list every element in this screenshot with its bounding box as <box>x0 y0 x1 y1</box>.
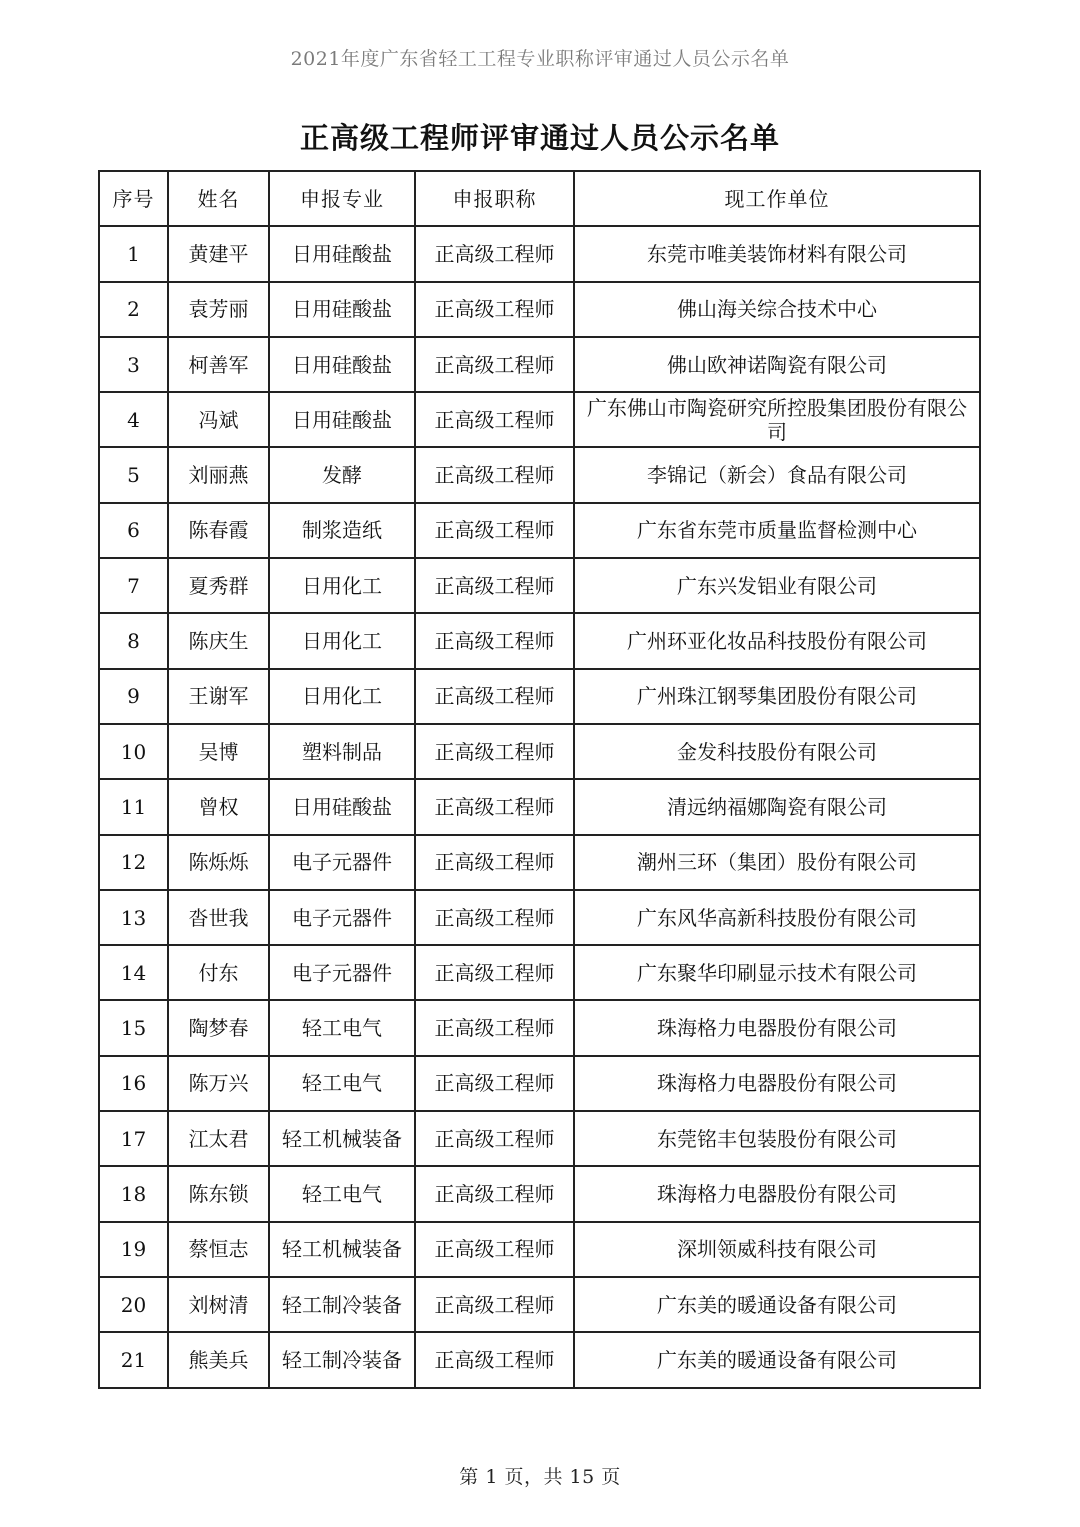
cell-serial: 19 <box>99 1222 168 1277</box>
cell-name: 刘树清 <box>168 1277 269 1332</box>
cell-name: 熊美兵 <box>168 1332 269 1387</box>
cell-employer: 广东兴发铝业有限公司 <box>574 558 980 613</box>
cell-major: 轻工机械装备 <box>269 1111 415 1166</box>
cell-title: 正高级工程师 <box>415 613 574 668</box>
header-major: 申报专业 <box>269 171 415 226</box>
cell-employer: 广东聚华印刷显示技术有限公司 <box>574 945 980 1000</box>
cell-name: 袁芳丽 <box>168 282 269 337</box>
cell-title: 正高级工程师 <box>415 835 574 890</box>
cell-name: 陈万兴 <box>168 1056 269 1111</box>
table-row <box>99 835 980 890</box>
table-row <box>99 226 980 281</box>
table-row <box>99 890 980 945</box>
cell-serial: 10 <box>99 724 168 779</box>
cell-name: 黄建平 <box>168 226 269 281</box>
cell-name: 蔡恒志 <box>168 1222 269 1277</box>
cell-major: 塑料制品 <box>269 724 415 779</box>
table-row <box>99 1056 980 1111</box>
cell-title: 正高级工程师 <box>415 337 574 392</box>
table-row <box>99 779 980 834</box>
cell-serial: 20 <box>99 1277 168 1332</box>
cell-name: 曾权 <box>168 779 269 834</box>
cell-title: 正高级工程师 <box>415 724 574 779</box>
cell-employer: 深圳领威科技有限公司 <box>574 1222 980 1277</box>
cell-major: 制浆造纸 <box>269 503 415 558</box>
table-body <box>99 226 980 1387</box>
cell-major: 轻工电气 <box>269 1000 415 1055</box>
cell-title: 正高级工程师 <box>415 1056 574 1111</box>
cell-name: 陈烁烁 <box>168 835 269 890</box>
cell-name: 柯善军 <box>168 337 269 392</box>
table-row <box>99 392 980 447</box>
cell-employer: 广州环亚化妆品科技股份有限公司 <box>574 613 980 668</box>
cell-title: 正高级工程师 <box>415 1277 574 1332</box>
cell-major: 日用硅酸盐 <box>269 337 415 392</box>
cell-serial: 18 <box>99 1166 168 1221</box>
cell-name: 刘丽燕 <box>168 447 269 502</box>
table-row <box>99 724 980 779</box>
table-row <box>99 1277 980 1332</box>
cell-major: 日用硅酸盐 <box>269 226 415 281</box>
cell-major: 轻工机械装备 <box>269 1222 415 1277</box>
cell-major: 日用硅酸盐 <box>269 282 415 337</box>
table-row <box>99 337 980 392</box>
cell-serial: 13 <box>99 890 168 945</box>
cell-serial: 15 <box>99 1000 168 1055</box>
cell-employer: 广州珠江钢琴集团股份有限公司 <box>574 669 980 724</box>
cell-major: 发酵 <box>269 447 415 502</box>
cell-title: 正高级工程师 <box>415 1166 574 1221</box>
cell-title: 正高级工程师 <box>415 282 574 337</box>
cell-major: 日用化工 <box>269 669 415 724</box>
cell-serial: 9 <box>99 669 168 724</box>
cell-major: 轻工制冷装备 <box>269 1332 415 1387</box>
table-row <box>99 282 980 337</box>
table-row <box>99 1111 980 1166</box>
cell-serial: 11 <box>99 779 168 834</box>
cell-title: 正高级工程师 <box>415 1111 574 1166</box>
cell-serial: 14 <box>99 945 168 1000</box>
cell-employer: 广东美的暖通设备有限公司 <box>574 1277 980 1332</box>
cell-name: 冯斌 <box>168 392 269 447</box>
cell-major: 日用化工 <box>269 613 415 668</box>
cell-serial: 2 <box>99 282 168 337</box>
cell-major: 电子元器件 <box>269 945 415 1000</box>
cell-employer: 珠海格力电器股份有限公司 <box>574 1166 980 1221</box>
cell-serial: 3 <box>99 337 168 392</box>
cell-major: 轻工电气 <box>269 1056 415 1111</box>
cell-title: 正高级工程师 <box>415 890 574 945</box>
cell-name: 陈庆生 <box>168 613 269 668</box>
table-row <box>99 447 980 502</box>
cell-title: 正高级工程师 <box>415 503 574 558</box>
table-row <box>99 1332 980 1387</box>
cell-employer: 潮州三环（集团）股份有限公司 <box>574 835 980 890</box>
header-title: 申报职称 <box>415 171 574 226</box>
table-row <box>99 1166 980 1221</box>
table-row <box>99 945 980 1000</box>
cell-serial: 5 <box>99 447 168 502</box>
table-row <box>99 1222 980 1277</box>
cell-title: 正高级工程师 <box>415 1000 574 1055</box>
page-footer: 第 1 页，共 15 页 <box>459 1466 621 1488</box>
cell-title: 正高级工程师 <box>415 226 574 281</box>
cell-employer: 东莞市唯美装饰材料有限公司 <box>574 226 980 281</box>
cell-major: 轻工制冷装备 <box>269 1277 415 1332</box>
table-row <box>99 503 980 558</box>
cell-employer: 佛山欧神诺陶瓷有限公司 <box>574 337 980 392</box>
cell-employer: 广东美的暖通设备有限公司 <box>574 1332 980 1387</box>
table-header-row <box>99 171 980 226</box>
cell-major: 日用硅酸盐 <box>269 779 415 834</box>
cell-title: 正高级工程师 <box>415 558 574 613</box>
personnel-table <box>98 170 981 1389</box>
cell-employer: 佛山海关综合技术中心 <box>574 282 980 337</box>
cell-name: 陈东锁 <box>168 1166 269 1221</box>
cell-name: 江太君 <box>168 1111 269 1166</box>
cell-title: 正高级工程师 <box>415 392 574 447</box>
cell-employer: 清远纳福娜陶瓷有限公司 <box>574 779 980 834</box>
cell-title: 正高级工程师 <box>415 945 574 1000</box>
cell-serial: 1 <box>99 226 168 281</box>
cell-serial: 17 <box>99 1111 168 1166</box>
header-serial: 序号 <box>99 171 168 226</box>
cell-employer: 李锦记（新会）食品有限公司 <box>574 447 980 502</box>
cell-major: 电子元器件 <box>269 890 415 945</box>
running-header: 2021年度广东省轻工工程专业职称评审通过人员公示名单 <box>290 48 790 70</box>
cell-name: 吴博 <box>168 724 269 779</box>
personnel-table-container <box>98 170 979 1389</box>
cell-serial: 4 <box>99 392 168 447</box>
header-employer: 现工作单位 <box>574 171 980 226</box>
cell-employer: 广东风华高新科技股份有限公司 <box>574 890 980 945</box>
cell-serial: 12 <box>99 835 168 890</box>
table-row <box>99 558 980 613</box>
cell-serial: 16 <box>99 1056 168 1111</box>
cell-employer: 广东佛山市陶瓷研究所控股集团股份有限公司 <box>574 392 980 447</box>
cell-employer: 广东省东莞市质量监督检测中心 <box>574 503 980 558</box>
cell-employer: 珠海格力电器股份有限公司 <box>574 1056 980 1111</box>
cell-major: 轻工电气 <box>269 1166 415 1221</box>
cell-title: 正高级工程师 <box>415 447 574 502</box>
cell-major: 日用硅酸盐 <box>269 392 415 447</box>
cell-employer: 金发科技股份有限公司 <box>574 724 980 779</box>
cell-name: 付东 <box>168 945 269 1000</box>
table-row <box>99 669 980 724</box>
cell-name: 陶梦春 <box>168 1000 269 1055</box>
cell-employer: 东莞铭丰包装股份有限公司 <box>574 1111 980 1166</box>
table-row <box>99 1000 980 1055</box>
table-row <box>99 613 980 668</box>
cell-title: 正高级工程师 <box>415 1332 574 1387</box>
header-name: 姓名 <box>168 171 269 226</box>
cell-major: 日用化工 <box>269 558 415 613</box>
cell-major: 电子元器件 <box>269 835 415 890</box>
cell-title: 正高级工程师 <box>415 669 574 724</box>
cell-title: 正高级工程师 <box>415 779 574 834</box>
cell-serial: 8 <box>99 613 168 668</box>
cell-serial: 6 <box>99 503 168 558</box>
cell-title: 正高级工程师 <box>415 1222 574 1277</box>
cell-serial: 7 <box>99 558 168 613</box>
cell-name: 陈春霞 <box>168 503 269 558</box>
cell-name: 沓世我 <box>168 890 269 945</box>
cell-employer: 珠海格力电器股份有限公司 <box>574 1000 980 1055</box>
cell-name: 夏秀群 <box>168 558 269 613</box>
document-title: 正高级工程师评审通过人员公示名单 <box>299 121 780 155</box>
cell-name: 王谢军 <box>168 669 269 724</box>
cell-serial: 21 <box>99 1332 168 1387</box>
